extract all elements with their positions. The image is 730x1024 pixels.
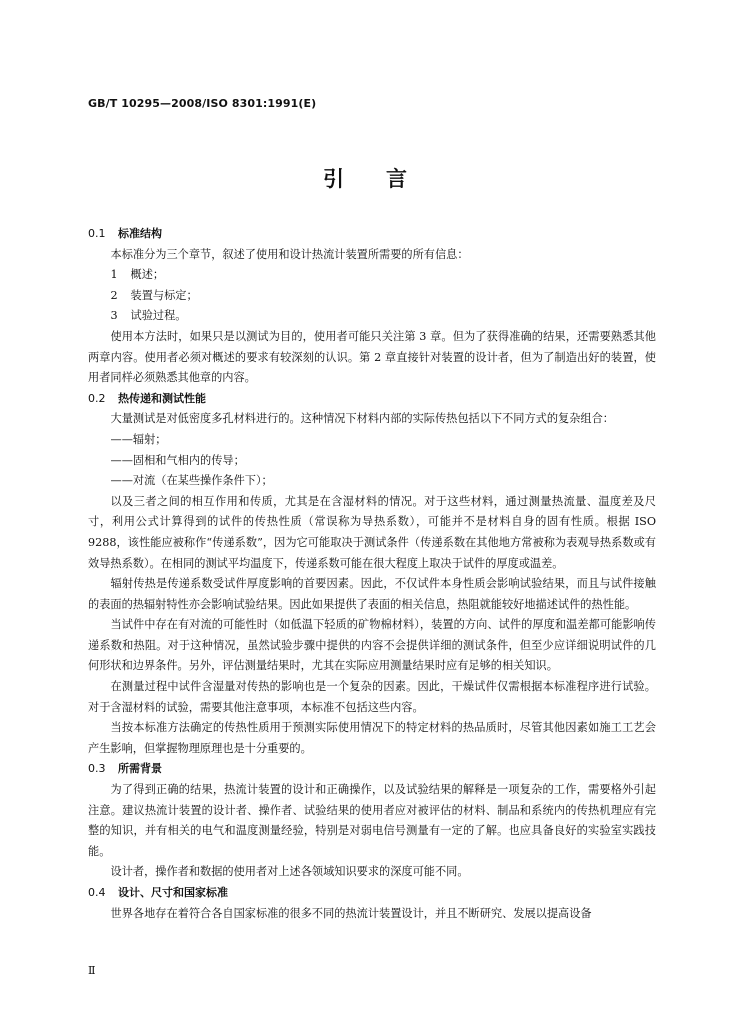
section-title: 所需背景 bbox=[118, 762, 162, 776]
page-number: Ⅱ bbox=[88, 964, 96, 977]
section-number: 0.3 bbox=[88, 762, 106, 776]
list-item bbox=[88, 306, 656, 327]
list-item bbox=[88, 286, 656, 307]
standard-number-header: GB/T 10295—2008/ISO 8301:1991(E) bbox=[88, 97, 317, 110]
paragraph: 为了得到正确的结果，热流计装置的设计和正确操作，以及试验结果的解释是一项复杂的工作，需要格外引起注意。建议热流计装置的设计者、操作者、试验结果的使用者应对被评估的材料、制品和系统内的传热机理应有完整的知识，并有相关的电气和温度测量经验，特别是对弱电信号测量有一定的了解。也应具备良好的实验室实践技能。 bbox=[88, 783, 656, 858]
paragraph: 以及三者之间的相互作用和传质，尤其是在含湿材料的情况。对于这些材料，通过测量热流量、温度差及尺寸，利用公式计算得到的试件的传热性质（常误称为导热系数），可能并不是材料自身的固有性质。根据 ISO 9288，该性能应被称作“传递系数”，因为它可能取决于测试条件（传递系数在其他地方常被称为表观导热系数或有效导热系数）。在相同的测试平均温度下，传递系数可能在很大程度上取决于试件的厚度或温差。 bbox=[88, 494, 656, 570]
paragraph: 世界各地存在着符合各自国家标准的很多不同的热流计装置设计，并且不断研究、发展以提高设备 bbox=[110, 906, 592, 920]
list-item-number: 1 bbox=[110, 268, 118, 282]
paragraph: 使用本方法时，如果只是以测试为目的，使用者可能只关注第 3 章。但为了获得准确的结果，还需要熟悉其他两章内容。使用者必须对概述的要求有较深刻的认识。第 2 章直接针对装置的设计者，但为了制造出好的装置，使用者同样必须熟悉其他章的内容。 bbox=[88, 329, 656, 385]
list-item-text: ——固相和气相内的传导； bbox=[110, 453, 245, 467]
paragraph: 当试件中存在有对流的可能性时（如低温下轻质的矿物棉材料），装置的方向、试件的厚度和温差都可能影响传递系数和热阻。对于这种情况，虽然试验步骤中提供的内容不会提供详细的测试条件，但至少应详细说明试件的几何形状和边界条件。另外，评估测量结果时，尤其在实际应用测量结果时应有足够的相关知识。 bbox=[88, 618, 656, 673]
paragraph: 大量测试是对低密度多孔材料进行的。这种情况下材料内部的实际传热包括以下不同方式的复杂组合： bbox=[110, 412, 614, 426]
list-item-text: 装置与标定； bbox=[130, 288, 198, 302]
list-item-number: 3 bbox=[110, 309, 118, 323]
paragraph: 当按本标准方法确定的传热性质用于预测实际使用情况下的特定材料的热品质时，尽管其他因素如施工工艺会产生影响，但掌握物理原理也是十分重要的。 bbox=[88, 721, 656, 755]
list-item bbox=[88, 430, 656, 451]
section-number: 0.1 bbox=[88, 227, 106, 240]
list-item-text: ——辐射； bbox=[110, 432, 167, 446]
list-item bbox=[88, 451, 656, 472]
paragraph: 本标准分为三个章节，叙述了使用和设计热流计装置所需要的所有信息： bbox=[110, 247, 469, 261]
section-number: 0.2 bbox=[88, 391, 106, 405]
paragraph: 在测量过程中试件含湿量对传热的影响也是一个复杂的因素。因此，干燥试件仅需根据本标准程序进行试验。对于含湿材料的试验，需要其他注意事项，本标准不包括这些内容。 bbox=[88, 680, 656, 714]
section-heading bbox=[88, 224, 656, 245]
list-item-text: 试验过程。 bbox=[130, 309, 187, 323]
section-title: 标准结构 bbox=[118, 227, 162, 240]
list-item bbox=[88, 471, 656, 492]
list-item bbox=[88, 265, 656, 286]
list-item-text: ——对流（在某些操作条件下）； bbox=[110, 474, 273, 488]
document-body bbox=[88, 224, 656, 924]
section-heading bbox=[88, 389, 656, 410]
section-heading bbox=[88, 883, 656, 904]
list-item-text: 概述； bbox=[130, 268, 165, 282]
list-item-number: 2 bbox=[110, 288, 118, 302]
paragraph: 辐射传热是传递系数受试件厚度影响的首要因素。因此，不仅试件本身性质会影响试验结果，而且与试件接触的表面的热辐射特性亦会影响试验结果。因此如果提供了表面的相关信息，热阻就能较好地描述试件的热性能。 bbox=[88, 577, 656, 611]
section-title: 设计、尺寸和国家标准 bbox=[118, 886, 228, 899]
section-title: 热传递和测试性能 bbox=[118, 391, 206, 405]
paragraph: 设计者，操作者和数据的使用者对上述各领域知识要求的深度可能不同。 bbox=[110, 865, 469, 879]
section-heading bbox=[88, 759, 656, 780]
section-number: 0.4 bbox=[88, 886, 106, 899]
page-title: 引言 bbox=[323, 166, 449, 191]
